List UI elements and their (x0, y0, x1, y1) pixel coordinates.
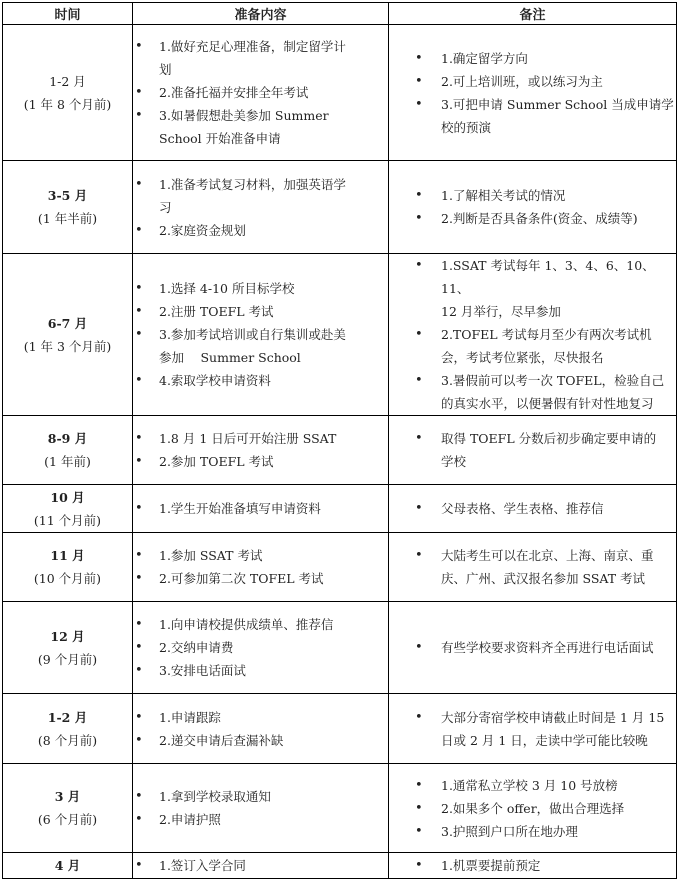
prep-item: • 1.学生开始准备填写申请资料 (133, 497, 388, 520)
table-row (3, 485, 677, 533)
header-prep: 准备内容 (133, 3, 389, 25)
time-offset: (1 年 3 个月前) (23, 338, 112, 354)
table-row (3, 764, 677, 853)
prep-item: • 2.交纳申请费 (133, 636, 388, 659)
note-item: • 1.了解相关考试的情况 (389, 184, 676, 207)
table-row (3, 416, 677, 485)
table-row (3, 694, 677, 764)
note-item: • 2.如果多个 offer，做出合理选择 (389, 797, 676, 820)
header-notes: 备注 (389, 3, 677, 25)
prep-list (133, 35, 388, 150)
prep-list (133, 544, 388, 590)
notes-list (389, 184, 676, 230)
schedule-table (2, 2, 677, 879)
prep-item: • 1.拿到学校录取通知 (133, 785, 388, 808)
prep-list (133, 854, 388, 877)
prep-item: • 3.如暑假想赴美参加 Summer School 开始准备申请 (133, 104, 388, 150)
prep-cell (133, 485, 389, 533)
note-cell (389, 254, 677, 416)
prep-item: • 2.家庭资金规划 (133, 219, 388, 242)
time-offset: (9 个月前) (37, 651, 98, 667)
note-item: • 1.机票要提前预定 (389, 854, 676, 877)
prep-list (133, 277, 388, 392)
note-item: • 父母表格、学生表格、推荐信 (389, 497, 676, 520)
time-cell (3, 853, 133, 879)
prep-item: • 1.向申请校提供成绩单、推荐信 (133, 613, 388, 636)
prep-item: • 1.参加 SSAT 考试 (133, 544, 388, 567)
note-item: • 有些学校要求资料齐全再进行电话面试 (389, 636, 676, 659)
notes-list (389, 854, 676, 877)
prep-cell (133, 161, 389, 254)
prep-item: • 2.可参加第二次 TOFEL 考试 (133, 567, 388, 590)
note-cell (389, 161, 677, 254)
time-offset: (8 个月前) (37, 732, 98, 748)
prep-item: • 1.8 月 1 日后可开始注册 SSAT (133, 427, 388, 450)
prep-cell (133, 694, 389, 764)
prep-item: • 2.递交申请后查漏补缺 (133, 729, 388, 752)
prep-cell (133, 416, 389, 485)
prep-item: • 2.准备托福并安排全年考试 (133, 81, 388, 104)
prep-cell (133, 254, 389, 416)
schedule-body (3, 25, 677, 879)
prep-item: • 3.安排电话面试 (133, 659, 388, 682)
note-cell (389, 764, 677, 853)
header-time: 时间 (3, 3, 133, 25)
time-offset: (1 年 8 个月前) (23, 96, 112, 112)
note-item: • 1.确定留学方向 (389, 47, 676, 70)
notes-list (389, 706, 676, 752)
prep-item: • 3.参加考试培训或自行集训或赴美 参加 Summer School (133, 323, 388, 369)
table-row (3, 25, 677, 161)
time-offset: (11 个月前) (33, 512, 102, 528)
prep-list (133, 173, 388, 242)
header-row (3, 3, 677, 25)
time-label: 3 月 (54, 789, 81, 804)
time-label: 12 月 (50, 628, 85, 644)
prep-list (133, 497, 388, 520)
prep-item: • 2.注册 TOEFL 考试 (133, 300, 388, 323)
time-label: 4 月 (54, 858, 81, 873)
note-cell (389, 853, 677, 879)
time-cell (3, 485, 133, 533)
time-cell (3, 254, 133, 416)
notes-list (389, 254, 676, 415)
notes-list (389, 774, 676, 843)
time-cell (3, 161, 133, 254)
note-cell (389, 694, 677, 764)
note-item: • 2.TOFEL 考试每月至少有两次考试机 会，考试考位紧张，尽快报名 (389, 323, 676, 369)
note-item: • 3.护照到户口所在地办理 (389, 820, 676, 843)
time-cell (3, 25, 133, 161)
time-offset: (1 年前) (44, 454, 91, 469)
prep-item: • 2.申请护照 (133, 808, 388, 831)
note-item: • 大陆考生可以在北京、上海、南京、重 庆、广州、武汉报名参加 SSAT 考试 (389, 544, 676, 590)
prep-item: • 4.索取学校申请资料 (133, 369, 388, 392)
time-label: 10 月 (50, 489, 85, 505)
time-offset: (10 个月前) (33, 571, 102, 586)
notes-list (389, 636, 676, 659)
note-cell (389, 416, 677, 485)
prep-item: • 2.参加 TOEFL 考试 (133, 450, 388, 473)
time-offset: (1 年半前) (37, 211, 98, 226)
prep-cell (133, 25, 389, 161)
note-item: • 取得 TOEFL 分数后初步确定要申请的 学校 (389, 427, 676, 473)
table-row (3, 533, 677, 602)
time-cell (3, 533, 133, 602)
table-row (3, 254, 677, 416)
time-cell (3, 764, 133, 853)
notes-list (389, 544, 676, 590)
prep-item: • 1.做好充足心理准备，制定留学计 划 (133, 35, 388, 81)
prep-list (133, 613, 388, 682)
prep-item: • 1.申请跟踪 (133, 706, 388, 729)
time-cell (3, 416, 133, 485)
prep-cell (133, 602, 389, 694)
time-label: 3-5 月 (47, 188, 88, 203)
prep-list (133, 706, 388, 752)
note-item: • 1.SSAT 考试每年 1、3、4、6、10、11、 12 月举行，尽早参加 (389, 254, 676, 323)
time-cell (3, 602, 133, 694)
time-label: 1-2 月 (47, 709, 88, 725)
time-label: 6-7 月 (47, 315, 88, 331)
note-cell (389, 485, 677, 533)
note-item: • 3.暑假前可以考一次 TOFEL，检验自己 的真实水平，以便暑假有针对性地复习 (389, 369, 676, 415)
prep-cell (133, 853, 389, 879)
time-label: 11 月 (50, 548, 85, 563)
prep-item: • 1.选择 4-10 所目标学校 (133, 277, 388, 300)
prep-cell (133, 764, 389, 853)
note-item: • 1.通常私立学校 3 月 10 号放榜 (389, 774, 676, 797)
time-label: 8-9 月 (47, 431, 88, 446)
notes-list (389, 497, 676, 520)
note-item: • 3.可把申请 Summer School 当成申请学 校的预演 (389, 93, 676, 139)
prep-list (133, 785, 388, 831)
note-item: • 2.可上培训班，或以练习为主 (389, 70, 676, 93)
table-row (3, 853, 677, 879)
prep-item: • 1.签订入学合同 (133, 854, 388, 877)
note-cell (389, 533, 677, 602)
note-item: • 2.判断是否具备条件(资金、成绩等) (389, 207, 676, 230)
time-label: 1-2 月 (49, 73, 86, 89)
table-row (3, 602, 677, 694)
note-item: • 大部分寄宿学校申请截止时间是 1 月 15 日或 2 月 1 日，走读中学可能比较晚 (389, 706, 676, 752)
table-row (3, 161, 677, 254)
prep-item: • 1.准备考试复习材料，加强英语学 习 (133, 173, 388, 219)
prep-list (133, 427, 388, 473)
notes-list (389, 47, 676, 139)
time-offset: (6 个月前) (37, 812, 98, 827)
note-cell (389, 602, 677, 694)
time-cell (3, 694, 133, 764)
prep-cell (133, 533, 389, 602)
note-cell (389, 25, 677, 161)
notes-list (389, 427, 676, 473)
